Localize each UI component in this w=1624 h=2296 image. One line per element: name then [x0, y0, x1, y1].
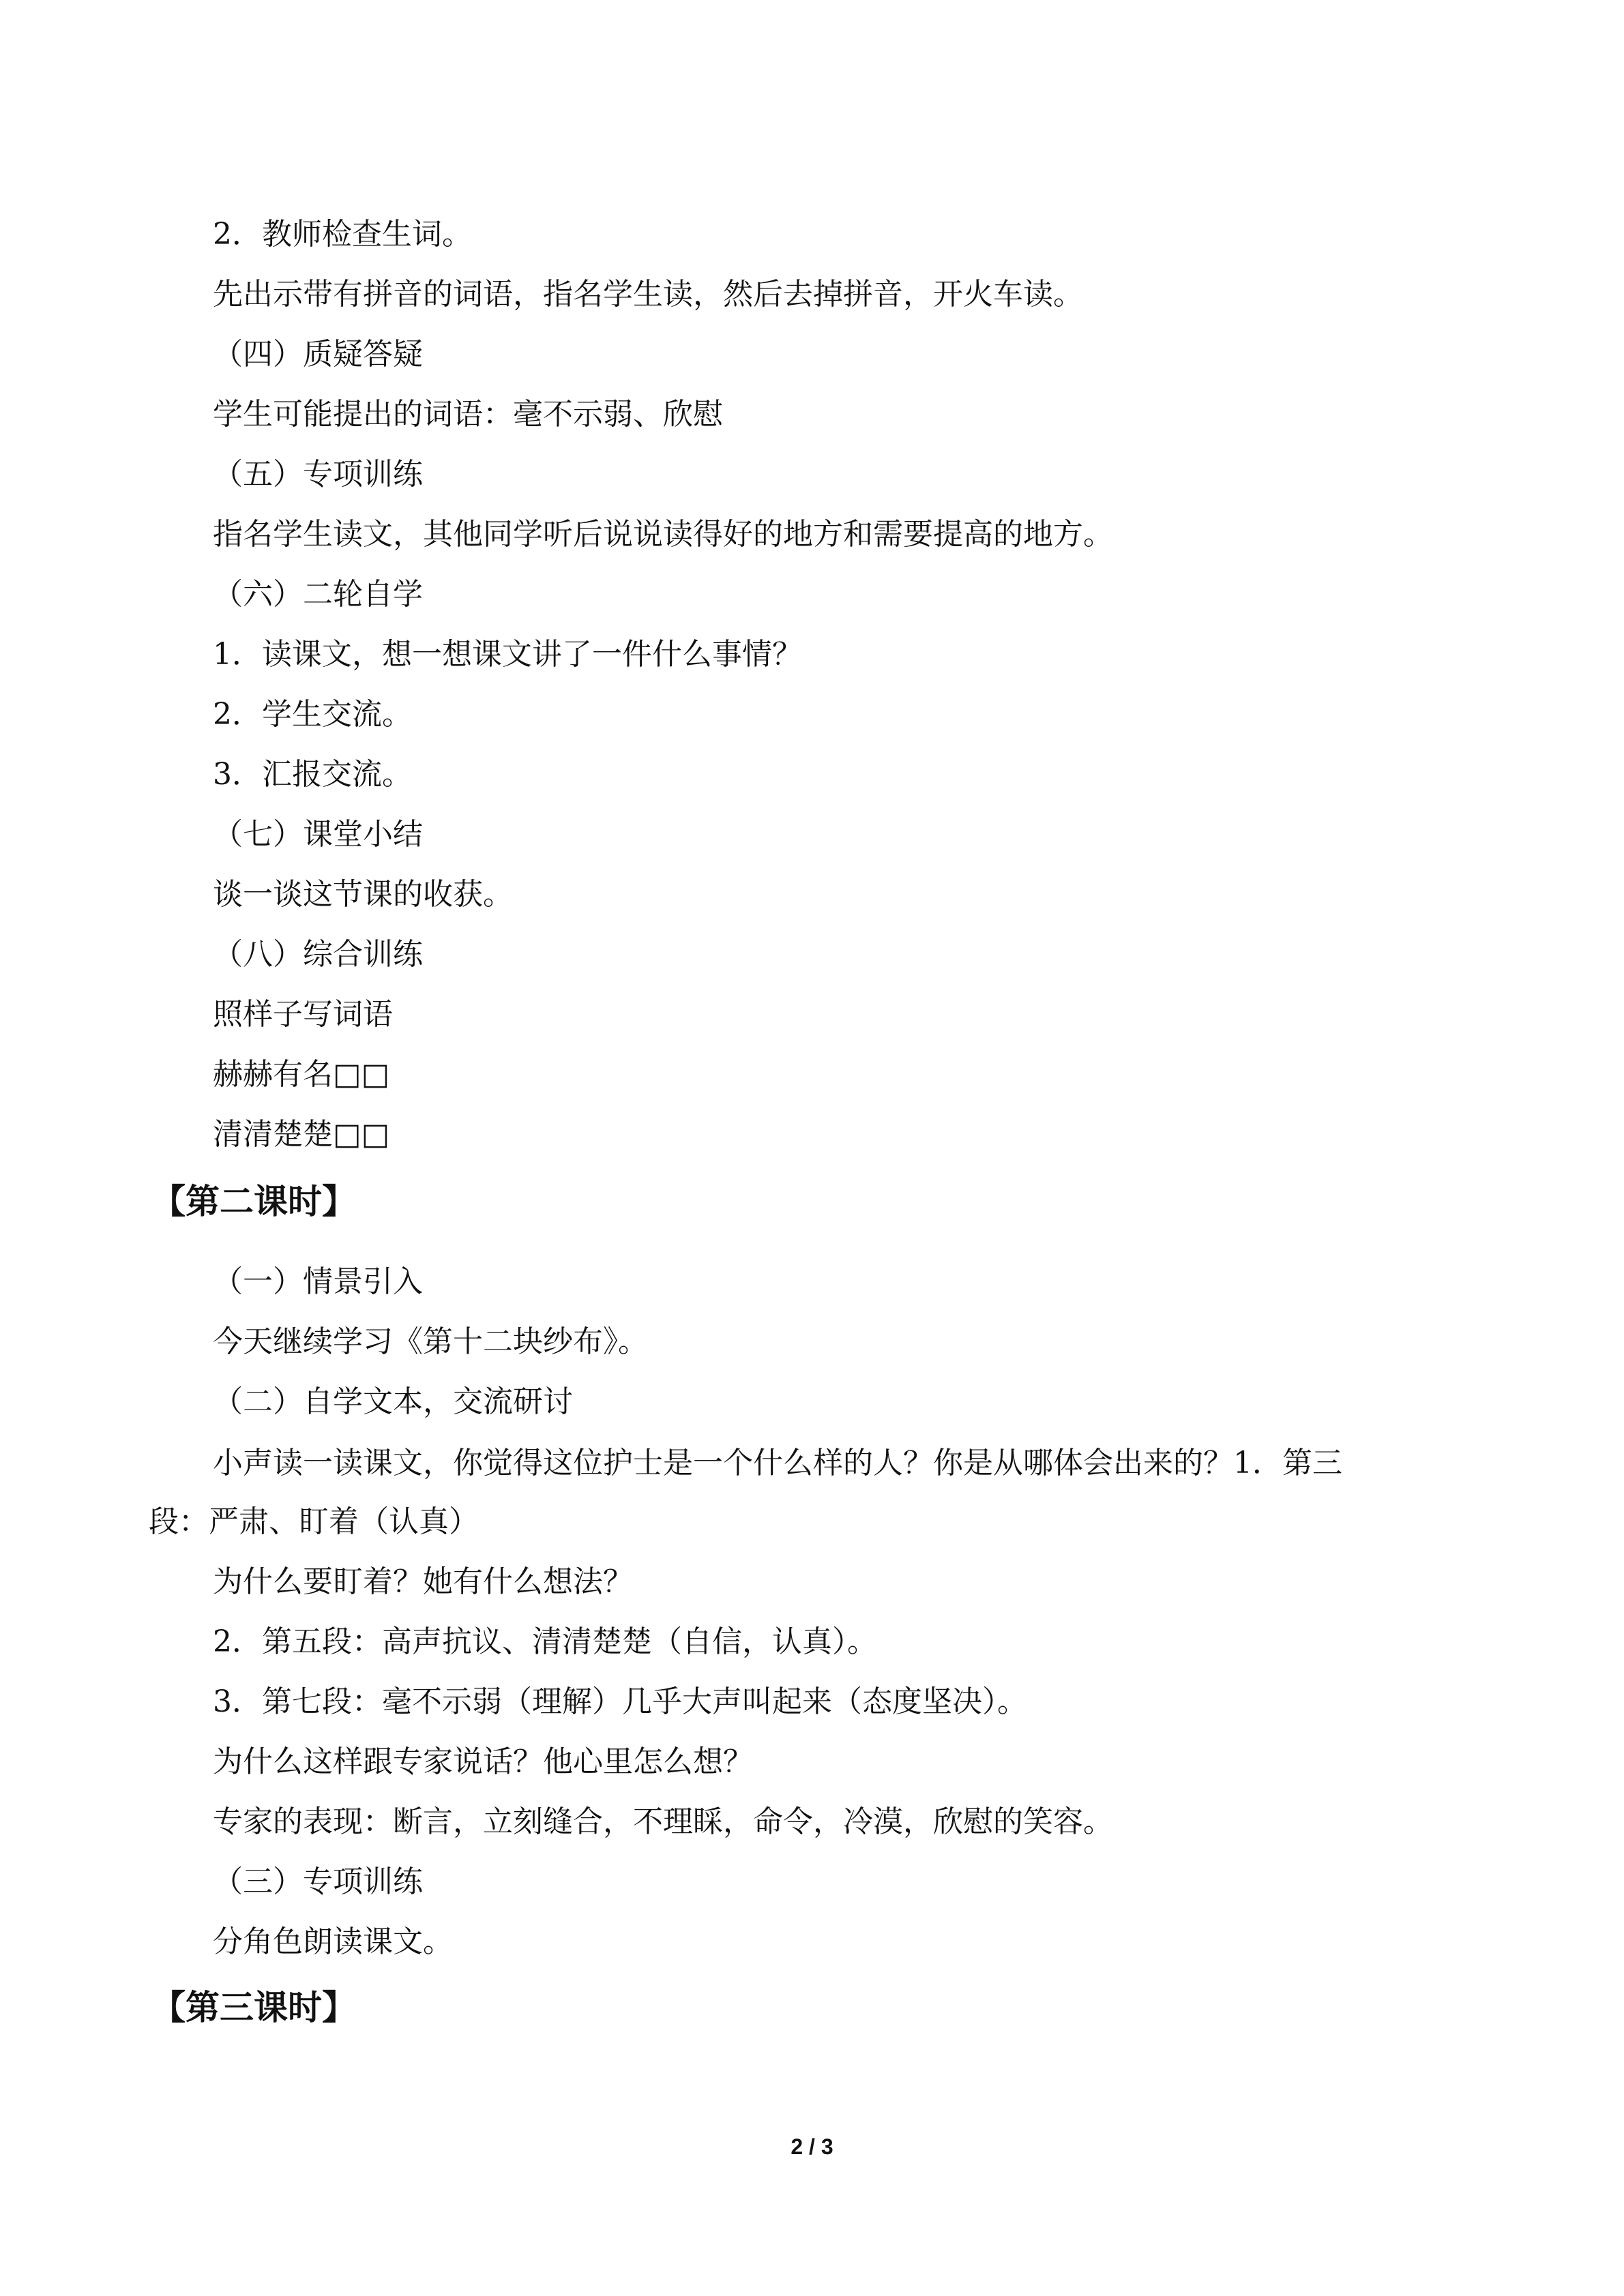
text-line: 2．学生交流。 — [213, 697, 412, 732]
text-line: （三）专项训练 — [213, 1864, 423, 1899]
page-number: 2 / 3 — [791, 2134, 833, 2159]
text-line: 分角色朗读课文。 — [213, 1924, 453, 1959]
text-line: 指名学生读文，其他同学听后说说读得好的地方和需要提高的地方。 — [213, 517, 1113, 552]
text-line: （七）课堂小结 — [213, 817, 423, 852]
text-line: 清清楚楚□□ — [213, 1117, 390, 1152]
text-line: 谈一谈这节课的收获。 — [213, 877, 513, 912]
text-line: （二）自学文本，交流研讨 — [213, 1384, 573, 1419]
text-line: 3．第七段：毫不示弱（理解）几乎大声叫起来（态度坚决）。 — [213, 1684, 1027, 1719]
text-line: 2．教师检查生词。 — [213, 217, 472, 252]
text-line: 学生可能提出的词语：毫不示弱、欣慰 — [213, 397, 723, 432]
text-line: 为什么这样跟专家说话？他心里怎么想？ — [213, 1744, 753, 1779]
text-line: 1．读课文，想一想课文讲了一件什么事情？ — [213, 637, 802, 672]
text-line: 段：严肃、盯着（认真） — [149, 1504, 479, 1539]
text-line: 2．第五段：高声抗议、清清楚楚（自信，认真）。 — [213, 1624, 877, 1659]
text-line: （一）情景引入 — [213, 1264, 423, 1299]
section-heading: 【第二课时】 — [151, 1182, 356, 1221]
text-line: 专家的表现：断言，立刻缝合，不理睬，命令，冷漠，欣慰的笑容。 — [213, 1804, 1113, 1839]
text-line: 3．汇报交流。 — [213, 757, 412, 792]
text-line: （五）专项训练 — [213, 457, 423, 492]
text-line: 今天继续学习《第十二块纱布》。 — [213, 1324, 648, 1359]
text-line: 小声读一读课文，你觉得这位护士是一个什么样的人？你是从哪体会出来的？1．第三 — [213, 1446, 1342, 1480]
text-line: 为什么要盯着？她有什么想法？ — [213, 1564, 633, 1599]
text-line: （八）综合训练 — [213, 937, 423, 972]
text-line: 赫赫有名□□ — [213, 1057, 390, 1092]
text-line: 照样子写词语 — [213, 997, 393, 1032]
text-line: （六）二轮自学 — [213, 577, 423, 612]
text-line: （四）质疑答疑 — [213, 337, 423, 372]
section-heading: 【第三课时】 — [151, 1988, 356, 2027]
text-line: 先出示带有拼音的词语，指名学生读，然后去掉拼音，开火车读。 — [213, 277, 1083, 312]
